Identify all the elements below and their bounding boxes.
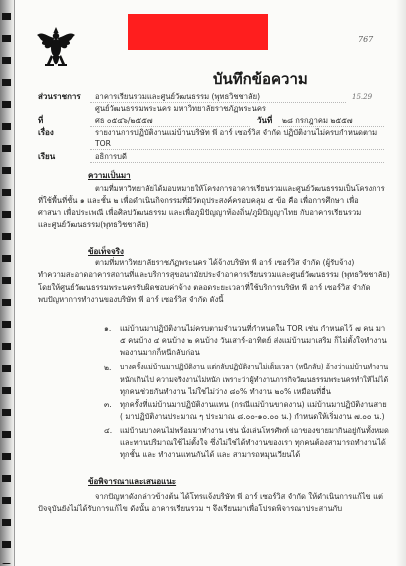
recommendation-line: จากปัญหาดังกล่าวข้างต้น ได้โทรแจ้งบริษัท พี อาร์ เซอร์วิส จำกัด ให้ดำเนินการแก้ไข แต่ (95, 492, 383, 501)
department-value-line: ศูนย์วัฒนธรรมพระนคร มหาวิทยาลัยราชภัฏพระนคร (95, 104, 266, 113)
issue-line: แม่บ้านมาปฏิบัติงานไม่ครบตามจำนวนที่กำหนดใน TOR เช่น กำหนดไว้ ๗ คน มา (120, 324, 386, 333)
background-line: และศูนย์วัฒนธรรม(พุทธวิชชาลัย) (38, 220, 149, 229)
binding-strip (0, 0, 15, 566)
subject-value-line: รายงานการปฏิบัติงานแม่บ้านบริษัท พี อาร์ เซอร์วิส จำกัด ปฏิบัติงานไม่ครบกำหนดตาม (95, 128, 378, 137)
date-label: วันที่ (257, 116, 273, 125)
date-value: ๒๘ กรกฎาคม ๒๕๕๗ (282, 116, 353, 125)
issue-line: ทุกคนช่วยกันทำงาน ไม่ใช่ไม่ว่าง ๘๐% ทำงาน ๒๐% เหมือนที่อื่น (120, 387, 331, 396)
background-line: ที่ใช้พื้นที่ชั้น ๑ และชั้น ๒ เพื่อดำเนินกิจกรรมที่มีวัตถุประสงค์ครอบคลุม ๕ ข้อ คือ เพื่อการศึกษา เพื่อ (38, 196, 359, 205)
handwritten-ref-number: 767 (358, 35, 374, 44)
binding-holes (2, 4, 11, 564)
background-heading: ความเป็นมา (88, 171, 131, 180)
facts-heading: ข้อเท็จจริง (88, 247, 124, 256)
issue-line: แม่บ้านบางคนไม่พร้อมมาทำงาน เช่น นั่งเล่นโทรศัพท์ เอาของขายมากินอยู่กันทั้งหมด (120, 426, 389, 435)
page-title: บันทึกข้อความ (213, 70, 308, 88)
reference-label: ที่ (38, 116, 44, 125)
issue-number: ๔. (104, 426, 113, 435)
issue-line: ทุกชั้น และ ทำงานแทนกันได้ และ สามารถหมุนเวียนได้ (120, 450, 301, 459)
department-value-line: อาคารเรียนรวมและศูนย์วัฒนธรรม (พุทธวิชชาลัย) (95, 92, 261, 101)
redaction-box (128, 14, 268, 50)
dotted-leader (90, 149, 384, 150)
department-label: ส่วนราชการ (38, 92, 81, 101)
issue-line: ทุกครั้งที่แม่บ้านมาปฏิบัติงานแทน (กรณีแม่บ้านขาดงาน) แม่บ้านมาปฏิบัติงานสาย (120, 400, 387, 409)
issue-line: พองานมากก็หนีกลับก่อน (120, 348, 200, 357)
subject-value-line: TOR (95, 139, 111, 148)
garuda-emblem (36, 26, 76, 70)
recipient-value: อธิการบดี (95, 152, 127, 161)
dotted-leader (90, 162, 384, 163)
subject-label: เรื่อง (38, 128, 54, 137)
issue-number: ๓. (104, 400, 112, 409)
facts-line: พบปัญหาการทำงานของบริษัท พี อาร์ เซอร์วิส จำกัด ดังนี้ (38, 295, 224, 304)
binding-edge-line (14, 0, 15, 566)
recipient-label: เรียน (38, 152, 56, 161)
issue-line: ๕ คนบ้าง ๔ คนบ้าง ๒ คนบ้าง วันเสาร์-อาทิตย์ ส่งแม่บ้านมาเสริม ก็ไม่ตั้งใจทำงาน (120, 336, 387, 345)
facts-line: โดยให้ศูนย์วัฒนธรรมพระนครรับผิดชอบค่าจ้าง ตลอดระยะเวลาที่ใช้บริการบริษัท พี อาร์ เซอร์วิส จำกัด (38, 283, 371, 292)
recommendation-heading: ข้อพิจารณาและเสนอแนะ (88, 477, 177, 486)
recommendation-line: ปัจจุบันยังไม่ได้รับการแก้ไข ดังนั้น อาคารเรียนรวม ฯ จึงเรียนมาเพื่อโปรดพิจารณาประสานกับ (38, 504, 343, 513)
issue-line: บางครั้งแม่บ้านมาปฏิบัติงาน แต่กลับปฏิบัติงานไม่เต็มเวลา (หนีกลับ) อ้างว่าแม่บ้านทำงาน (120, 363, 389, 371)
facts-line: ทำความสะอาดอาคารสถานที่และบริการสุขอนามัยประจำอาคารเรียนรวมและศูนย์วัฒนธรรม (พุทธวิชชาลัย) (38, 270, 390, 279)
issue-number: ๑. (104, 324, 112, 333)
issue-number: ๒. (104, 363, 112, 372)
issue-line: หนักเกินไป ความจริงงานไม่หนัก เพราะว่าผู้ทำงานภารกิจวัฒนธรรมพระนครทำให้ไม่ได้ (120, 375, 389, 384)
background-line: ตามที่มหาวิทยาลัยได้มอบหมายให้โครงการอาคารเรียนรวมและศูนย์วัฒนธรรมเป็นโครงการ (95, 184, 385, 193)
page-edge-shadow (396, 0, 406, 566)
facts-line: ตามที่มหาวิทยาลัยราชภัฏพระนคร ได้จ้างบริษัท พี อาร์ เซอร์วิส จำกัด (ผู้รับจ้าง) (95, 258, 355, 267)
background-line: ศาสนา เพื่อประเพณี เพื่อศิลปวัฒนธรรม และเพื่อภูมิปัญญาท้องถิ่น/ภูมิปัญญาไทย กับอาคารเรียนรวม (38, 208, 362, 217)
issue-line: และทานปริมาณใช้ไม่ตั้งใจ ซึ่งไม่ใช่ได้ทำงานของเรา ทุกคนต้องสามารถทำงานได้ (120, 438, 386, 447)
handwritten-time: 15.29 (352, 93, 373, 101)
issue-line: ( มาปฏิบัติงานประมาณ ๆ ประมาณ ๘.๐๐-๑๐.๐๐ น.) กำหนดให้เริ่มงาน ๗.๐๐ น.) (120, 412, 385, 421)
reference-number: ศธ ๐๕๔๖/๒๕๕๗ (95, 116, 153, 125)
